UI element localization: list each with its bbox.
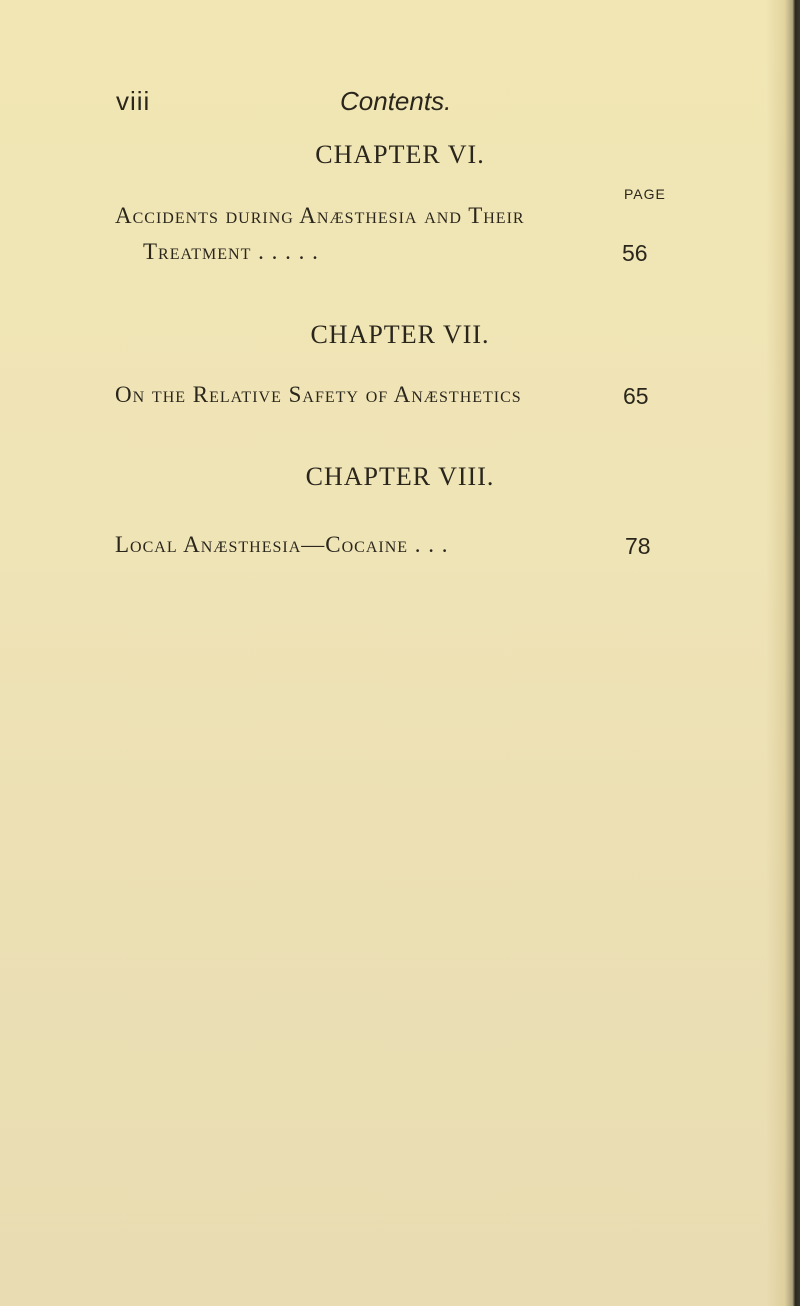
- toc-entry-line: Local Anæsthesia—Cocaine . . .: [115, 532, 449, 557]
- page-column-label: PAGE: [624, 186, 666, 202]
- toc-entry-line: On the Relative Safety of Anæsthetics: [115, 382, 522, 407]
- toc-entry-line: Accidents during Anæsthesia and Their: [115, 203, 525, 228]
- chapter-heading: CHAPTER VI.: [315, 140, 485, 169]
- toc-entry-line: Treatment . . . . .: [143, 239, 319, 264]
- page-edge-shadow: [766, 0, 800, 1306]
- chapter-heading: CHAPTER VIII.: [305, 462, 495, 491]
- page-number: viii: [116, 86, 151, 116]
- toc-page-number: 65: [623, 383, 649, 409]
- toc-page-number: 78: [625, 533, 651, 559]
- running-head: Contents.: [340, 86, 452, 116]
- chapter-heading: CHAPTER VII.: [310, 320, 490, 349]
- toc-page-number: 56: [622, 240, 648, 266]
